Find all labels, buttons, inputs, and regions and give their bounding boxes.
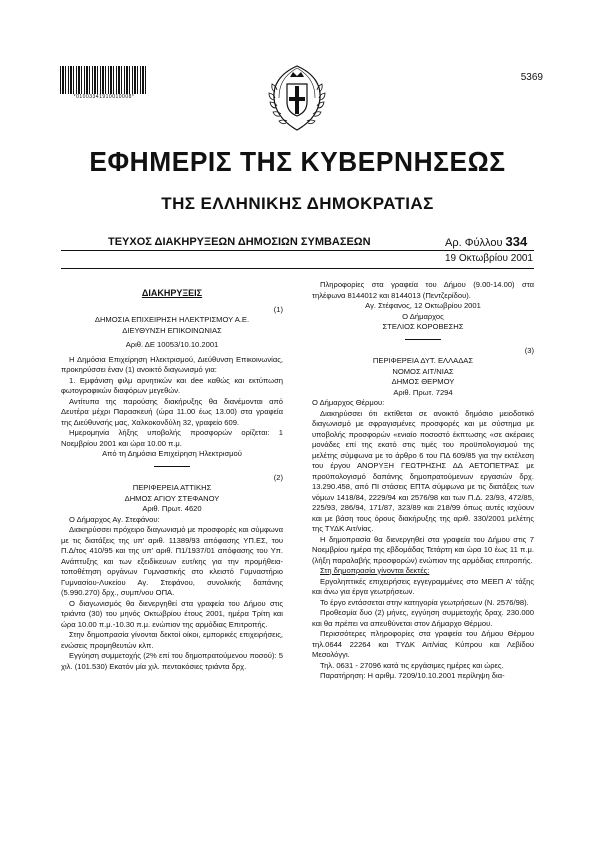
page-number: 5369 [520,72,543,83]
left-column [61,280,283,672]
notice-3-para: Στη δημοπρασία γίνονται δεκτές: [320,566,430,575]
notice-1-para: 1. Εμφάνιση φιλμ αρνητικών και dee καθώς και εκτύπωση φωτογραφικών διαφόρων μεγεθών. [61,375,283,395]
issue-series: ΤΕΥΧΟΣ ΔΙΑΚΗΡΥΞΕΩΝ ΔΗΜΟΣΙΩΝ ΣΥΜΒΑΣΕΩΝ [108,236,371,248]
issue-date: 19 Οκτωβρίου 2001 [444,253,533,264]
notice-ref-3: (3) [524,345,534,355]
notice-2-para: Στην δημοπρασία γίνονται δεκτοί οίκοι, εμπορικές επιχειρήσεις, ενώσεις προμηθευτών κλπ. [61,630,283,650]
notice-3-para: Ο Δήμαρχος Θέρμου: [312,398,385,407]
notice-3-para: Προθεσμία δυο (2) μήνες, εγγύηση συμμετοχής δραχ. 230.000 και θα πρέπει να απευθύνεται στον Δήμαρχο Θέρμου. [312,608,534,628]
header-rule-top [61,250,534,251]
sheet-number-block [445,234,527,249]
sheet-number: 334 [505,234,528,249]
notice-2-para: Διακηρύσσει πρόχειρο διαγωνισμό με προσφορές και σύμφωνα με τις διατάξεις της υπ' αριθ. 11389/93 απόφασης ΥΠ.ΕΣ, του Π.Δ/τος 410/95 και της υπ' αριθ. Π1/1937/01 απόφασης του Υπ. Ανάπτυξης και των εξειδίκευων ευτ/κης για την προμήθεια-τοποθέτηση οργάνων Γυμναστικής στο κλειστό Γυμναστήριο Γυμνασίου-Λυκείου Αγ. Στεφάνου, συνολικής δαπάνης (5.990.270) δρχ., συμπ/νου ΟΠΑ. [61,525,283,597]
notice-3-para: Περισσότερες πληροφορίες στα γραφεία του Δήμου Θέρμου τηλ.0644 22264 και ΤΥΔΚ Αιτ/νίας Κύπρου και Λεβίδου Μεσολόγγι. [312,629,534,659]
notice-2-para: Ο Δήμαρχος Αγ. Στεφάνου: [69,514,160,524]
notice-2-signer-role: Ο Δήμαρχος [402,311,444,321]
notice-3-para: Εργοληπτικές επιχειρήσεις εγγεγραμμένες στο ΜΕΕΠ Α' τάξης και άνω για έργα γεωτρήσεων. [312,576,534,596]
notice-1-para: Αντίτυπα της παρούσης διακήρυξης θα διανέμονται από Δευτέρα μέχρι Παρασκευή (ώρα 11.00 έως 13.00) στα γραφεία της Διεύθυνσής μας, Χαλκοκονδύλη 32, γραφείο 609. [61,396,283,427]
notice-3-para: Τηλ. 0631 - 27096 κατά τις εργάσιμες ημέρες και ώρες. [320,660,504,670]
notice-2-protocol: Αριθ. Πρωτ. 4620 [142,504,202,513]
notice-2-para: Ο διαγωνισμός θα διενεργηθεί στα γραφεία του Δήμου στις τριάντα (30) του μηνός Οκτωβρίου έτους 2001, ημέρα Τρίτη και ώρα 10.00 π.μ.-10.30 π.μ. ενώπιον της αρμόδιας Επιτροπής. [61,598,283,629]
right-column [312,280,534,682]
notice-1-signature: Από τη Δημόσια Επιχείρηση Ηλεκτρισμού [102,449,242,458]
gazette-subtitle: ΤΗΣ ΕΛΛΗΝΙΚΗΣ ΔΗΜΟΚΡΑΤΙΑΣ [161,194,434,213]
notice-2-region: ΠΕΡΙΦΕΡΕΙΑ ΑΤΤΙΚΗΣ [132,483,212,492]
notice-3-protocol: Αριθ. Πρωτ. 7294 [393,387,453,397]
notice-2-para: Πληροφορίες στα γραφεία του Δήμου (9.00-14.00) στα τηλέφωνα 8144012 και 8144013 (Πεντζερίδου). [312,280,534,300]
notice-2-para: Εγγύηση συμμετοχής (2% επί του δημοπρατούμενου ποσού): 5 χιλ. (101.530) Εκατόν μία χιλ. πεντακόσιες τριάντα δρχ. [61,651,283,671]
sheet-label: Αρ. Φύλλου [445,237,503,249]
notice-1-decision: Αριθ. ΔΕ 10053/10.10.2001 [125,340,219,349]
notice-2-signer-name: ΣΤΕΛΙΟΣ ΚΟΡΟΒΕΣΗΣ [382,322,464,331]
notice-3-region: ΠΕΡΙΦΕΡΕΙΑ ΔΥΤ. ΕΛΛΑΔΑΣ [372,356,474,365]
coat-of-arms-emblem [261,62,333,134]
notice-2-municipality: ΔΗΜΟΣ ΑΓΙΟΥ ΣΤΕΦΑΝΟΥ [124,493,220,503]
header-rule-bottom [61,268,534,269]
notice-1-dept: ΔΙΕΥΘΥΝΣΗ ΕΠΙΚΟΙΝΩΝΙΑΣ [122,325,222,335]
notice-3-para: Διακηρύσσει ότι εκτίθεται σε ανοικτό δημόσιο μειοδοτικό διαγωνισμό με σφραγισμένες προσφορές και με σύστημα με υποβολής προσφορών «ενιαίο ποσοστό έκπτωσης «σε ακέραιες μονάδες επί της εκατό στις τιμές του προϋπολογισμού της μελέτης σύμφωνα με το άρθρο 6 του ΠΔ 609/85 για την εκτέλεση του έργου ΑΝΟΡΥΞΗ ΓΕΩΤΡΗΣΗΣ ΔΔ ΑΕΤΟΠΕΤΡΑΣ με προϋπολογισμό δαπάνης δημοπρατούμενων εργασιών δρχ. 13.290.458, από ΠΙ στάσεις ΕΠΤΑ σύμφωνα με τις διατάξεις των νόμων 1418/84, 2229/94 και 2576/98 και των Π.Δ. 23/93, 472/85, 225/93, 286/94, 171/87, 323/89 και 218/99 όπως αυτές ισχύουν και με βάση τους όρους διακήρυξης της αριθ. 330/2001 μελέτης της ΤΥΔΚ Αιτ/νίας. [312,408,534,533]
notice-1-para: Η Δημόσια Επιχείρηση Ηλεκτρισμού, Διεύθυνση Επικοινωνίας, προκηρύσσει έναν (1) ανοικτό διαγωνισμό για: [61,354,283,374]
notice-1-para: Ημερομηνία λήξης υποβολής προσφορών ορίζεται: 1 Νοεμβρίου 2001 και ώρα 10.00 π.μ. [61,428,283,448]
notice-3-prefecture: ΝΟΜΟΣ ΑΙΤ/ΝΙΑΣ [392,366,454,376]
notice-3-para: Το έργο εντάσσεται στην κατηγορία γεωτρήσεων (Ν. 2576/98). [320,597,529,607]
gazette-title: ΕΦΗΜΕΡΙΣ ΤΗΣ ΚΥΒΕΡΝΗΣΕΩΣ [89,146,506,177]
notice-ref-1: (1) [273,304,283,314]
notice-separator [405,339,441,340]
section-heading: ΔΙΑΚΗΡΥΞΕΙΣ [141,288,203,298]
notice-3-para: Η δημοπρασία θα διενεργηθεί στα γραφεία του Δήμου στις 7 Νοεμβρίου ημέρα της εβδομάδας Τετάρτη και ώρα 10 έως 11 π.μ. (λήξη παραλαβής προσφορών) ενώπιον της αρμόδιας επιτροπής. [312,534,534,565]
notice-1-org: ΔΗΜΟΣΙΑ ΕΠΙΧΕΙΡΗΣΗ ΗΛΕΚΤΡΙΣΜΟΥ Α.Ε. [94,315,250,324]
barcode-number: *01003341910010008* [73,94,135,100]
notice-3-para: Παρατήρηση: Η αριθμ. 7209/10.10.2001 περίληψη δια- [320,671,505,680]
notice-2-place-date: Αγ. Στέφανος, 12 Οκτωβρίου 2001 [365,301,481,310]
notice-3-municipality: ΔΗΜΟΣ ΘΕΡΜΟΥ [391,377,455,386]
notice-ref-2: (2) [273,472,283,482]
notice-separator [154,466,190,467]
barcode [60,66,146,94]
